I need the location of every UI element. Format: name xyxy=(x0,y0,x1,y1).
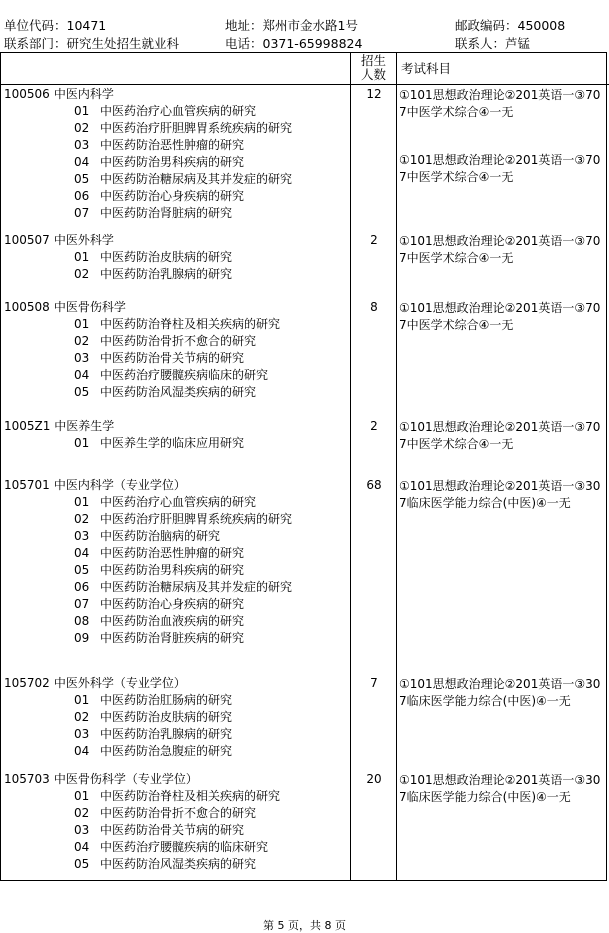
program-code: 100508 xyxy=(4,300,50,314)
direction-code: 06 xyxy=(74,580,90,594)
exam-subjects: ①101思想政治理论②201英语一③307临床医学能力综合(中医)④一无 xyxy=(399,677,601,708)
direction-name: 中医药防治乳腺病的研究 xyxy=(100,727,233,741)
direction-code: 04 xyxy=(74,368,90,382)
direction-item xyxy=(74,316,280,333)
direction-code: 05 xyxy=(74,563,90,577)
direction-name: 中医药防治肾脏病的研究 xyxy=(100,206,233,220)
program-code: 105701 xyxy=(4,478,50,492)
enroll-header-line-2: 人数 xyxy=(360,67,386,82)
direction-item xyxy=(74,839,268,856)
direction-item xyxy=(74,613,244,630)
program-name: 中医外科学（专业学位） xyxy=(53,676,186,690)
direction-code: 06 xyxy=(74,189,90,203)
direction-code: 01 xyxy=(74,693,90,707)
direction-name: 中医药防治急腹症的研究 xyxy=(100,744,233,758)
program-code: 100506 xyxy=(4,87,50,101)
direction-name: 中医药治疗心血管疾病的研究 xyxy=(100,104,257,118)
exam-subjects: ①101思想政治理论②201英语一③707中医学术综合④一无 xyxy=(399,88,601,119)
program-name: 中医外科学 xyxy=(53,233,114,247)
enroll-count: 2 xyxy=(370,233,378,247)
direction-code: 03 xyxy=(74,823,90,837)
direction-item xyxy=(74,726,232,743)
enroll-count: 12 xyxy=(366,87,382,101)
direction-name: 中医药防治恶性肿瘤的研究 xyxy=(100,546,245,560)
direction-name: 中医药防治恶性肿瘤的研究 xyxy=(100,138,245,152)
direction-item xyxy=(74,435,244,452)
direction-name: 中医药防治男科疾病的研究 xyxy=(100,155,245,169)
direction-code: 03 xyxy=(74,727,90,741)
header-divider xyxy=(0,84,609,85)
direction-item xyxy=(74,579,292,596)
direction-code: 02 xyxy=(74,512,90,526)
program-title xyxy=(4,771,198,788)
direction-code: 01 xyxy=(74,436,90,450)
enroll-count: 7 xyxy=(370,676,378,690)
direction-item xyxy=(74,171,292,188)
direction-name: 中医药防治脊柱及相关疾病的研究 xyxy=(100,789,281,803)
program-name: 中医内科学（专业学位） xyxy=(53,478,186,492)
direction-item xyxy=(74,709,232,726)
address: 地址：郑州市金水路1号 xyxy=(225,18,358,33)
column-divider xyxy=(350,52,351,881)
direction-item xyxy=(74,743,232,760)
program-title xyxy=(4,86,114,103)
direction-item xyxy=(74,545,244,562)
direction-item xyxy=(74,120,292,137)
program-name: 中医养生学 xyxy=(54,419,115,433)
direction-code: 04 xyxy=(74,744,90,758)
direction-code: 05 xyxy=(74,172,90,186)
direction-name: 中医药防治脑病的研究 xyxy=(100,529,221,543)
program-name: 中医内科学 xyxy=(53,87,114,101)
direction-name: 中医药治疗心血管疾病的研究 xyxy=(100,495,257,509)
exam-subjects: ①101思想政治理论②201英语一③707中医学术综合④一无 xyxy=(399,301,601,332)
direction-name: 中医药防治骨关节病的研究 xyxy=(100,351,245,365)
direction-item xyxy=(74,367,268,384)
enroll-count: 68 xyxy=(366,478,382,492)
program-code: 100507 xyxy=(4,233,50,247)
direction-item xyxy=(74,494,256,511)
direction-name: 中医药防治男科疾病的研究 xyxy=(100,563,245,577)
direction-code: 02 xyxy=(74,806,90,820)
program-title xyxy=(4,675,186,692)
direction-item xyxy=(74,205,232,222)
direction-item xyxy=(74,856,256,873)
direction-code: 05 xyxy=(74,857,90,871)
direction-name: 中医药防治糖尿病及其并发症的研究 xyxy=(100,172,293,186)
direction-code: 02 xyxy=(74,334,90,348)
direction-item xyxy=(74,154,244,171)
direction-item xyxy=(74,805,256,822)
contact-person: 联系人：芦锰 xyxy=(455,36,531,51)
direction-code: 03 xyxy=(74,529,90,543)
direction-name: 中医药防治血液疾病的研究 xyxy=(100,614,245,628)
program-title xyxy=(4,232,114,249)
direction-item xyxy=(74,528,220,545)
program-title xyxy=(4,299,126,316)
direction-name: 中医药治疗腰髋疾病临床的研究 xyxy=(100,368,269,382)
contact-department: 联系部门：研究生处招生就业科 xyxy=(4,36,180,51)
direction-item xyxy=(74,630,244,647)
direction-name: 中医药防治糖尿病及其并发症的研究 xyxy=(100,580,293,594)
enroll-count: 20 xyxy=(366,772,382,786)
direction-name: 中医药防治肾脏疾病的研究 xyxy=(100,631,245,645)
direction-name: 中医药治疗腰髋疾病的临床研究 xyxy=(100,840,269,854)
postal-code: 邮政编码：450008 xyxy=(455,18,566,33)
phone: 电话：0371-65998824 xyxy=(225,36,363,51)
direction-name: 中医药防治风湿类疾病的研究 xyxy=(100,857,257,871)
program-title xyxy=(4,418,114,435)
program-code: 1005Z1 xyxy=(4,419,51,433)
direction-code: 04 xyxy=(74,546,90,560)
direction-code: 05 xyxy=(74,385,90,399)
direction-item xyxy=(74,562,244,579)
direction-name: 中医药防治肛肠病的研究 xyxy=(100,693,233,707)
direction-name: 中医药防治皮肤病的研究 xyxy=(100,250,233,264)
direction-name: 中医药防治骨折不愈合的研究 xyxy=(100,334,257,348)
direction-code: 08 xyxy=(74,614,90,628)
direction-code: 01 xyxy=(74,250,90,264)
direction-item xyxy=(74,788,280,805)
exam-subjects: ①101思想政治理论②201英语一③707中医学术综合④一无 xyxy=(399,420,601,451)
direction-item xyxy=(74,692,232,709)
program-name: 中医骨伤科学 xyxy=(53,300,126,314)
enroll-count: 8 xyxy=(370,300,378,314)
direction-name: 中医药防治心身疾病的研究 xyxy=(100,597,245,611)
direction-code: 07 xyxy=(74,597,90,611)
direction-name: 中医药防治脊柱及相关疾病的研究 xyxy=(100,317,281,331)
direction-name: 中医药防治乳腺病的研究 xyxy=(100,267,233,281)
direction-code: 04 xyxy=(74,840,90,854)
direction-code: 01 xyxy=(74,495,90,509)
direction-code: 01 xyxy=(74,789,90,803)
direction-code: 03 xyxy=(74,351,90,365)
exam-subjects: ①101思想政治理论②201英语一③307临床医学能力综合(中医)④一无 xyxy=(399,773,601,804)
direction-item xyxy=(74,333,256,350)
direction-name: 中医药防治骨关节病的研究 xyxy=(100,823,245,837)
direction-item xyxy=(74,350,244,367)
direction-item xyxy=(74,596,244,613)
direction-item xyxy=(74,511,292,528)
unit-code: 单位代码：10471 xyxy=(4,18,107,33)
direction-item xyxy=(74,137,244,154)
direction-name: 中医药防治骨折不愈合的研究 xyxy=(100,806,257,820)
direction-name: 中医药防治风湿类疾病的研究 xyxy=(100,385,257,399)
direction-item xyxy=(74,266,232,283)
enroll-count: 2 xyxy=(370,419,378,433)
program-title xyxy=(4,477,186,494)
direction-item xyxy=(74,822,244,839)
column-divider xyxy=(396,52,397,881)
direction-code: 01 xyxy=(74,104,90,118)
direction-code: 01 xyxy=(74,317,90,331)
direction-code: 02 xyxy=(74,121,90,135)
direction-name: 中医药治疗肝胆脾胃系统疾病的研究 xyxy=(100,512,293,526)
enroll-column-header xyxy=(351,54,396,82)
program-name: 中医骨伤科学（专业学位） xyxy=(53,772,198,786)
direction-name: 中医药治疗肝胆脾胃系统疾病的研究 xyxy=(100,121,293,135)
page-footer: 第 5 页，共 8 页 xyxy=(263,919,346,932)
direction-item xyxy=(74,188,244,205)
exam-subjects: ①101思想政治理论②201英语一③707中医学术综合④一无 xyxy=(399,153,601,184)
direction-code: 04 xyxy=(74,155,90,169)
exam-subjects: ①101思想政治理论②201英语一③707中医学术综合④一无 xyxy=(399,234,601,265)
direction-name: 中医养生学的临床应用研究 xyxy=(100,436,245,450)
direction-code: 03 xyxy=(74,138,90,152)
direction-item xyxy=(74,103,256,120)
enroll-header-line-1: 招生 xyxy=(360,53,386,68)
direction-code: 07 xyxy=(74,206,90,220)
program-code: 105703 xyxy=(4,772,50,786)
program-code: 105702 xyxy=(4,676,50,690)
exam-subjects: ①101思想政治理论②201英语一③307临床医学能力综合(中医)④一无 xyxy=(399,479,601,510)
direction-code: 02 xyxy=(74,267,90,281)
direction-name: 中医药防治心身疾病的研究 xyxy=(100,189,245,203)
direction-item xyxy=(74,249,232,266)
direction-code: 09 xyxy=(74,631,90,645)
direction-name: 中医药防治皮肤病的研究 xyxy=(100,710,233,724)
direction-item xyxy=(74,384,256,401)
direction-code: 02 xyxy=(74,710,90,724)
exam-column-header: 考试科目 xyxy=(401,61,452,76)
